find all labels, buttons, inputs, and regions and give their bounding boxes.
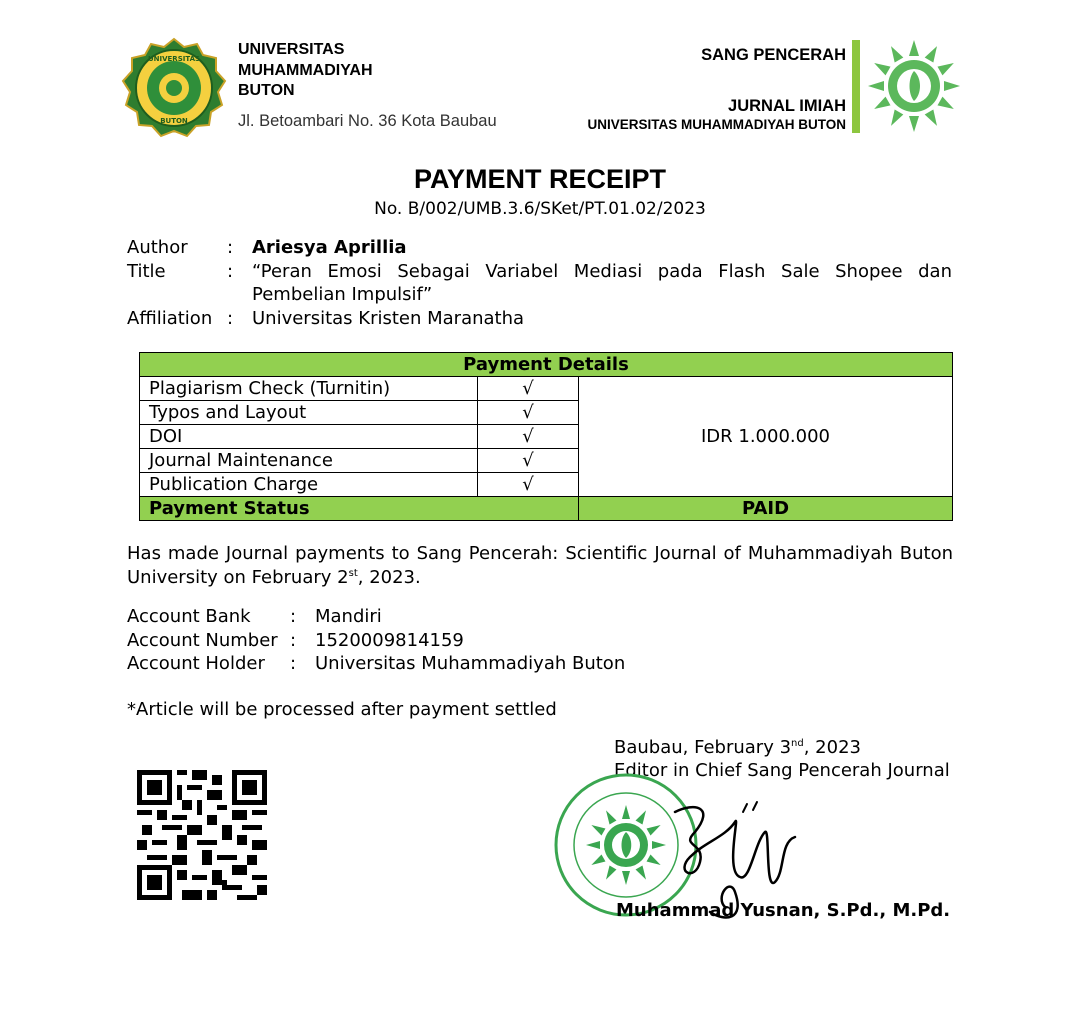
svg-text:BUTON: BUTON <box>160 117 188 125</box>
account-bank-row: Account Bank : Mandiri <box>127 606 382 627</box>
journal-institution: UNIVERSITAS MUHAMMADIYAH BUTON <box>587 117 846 132</box>
account-holder-row: Account Holder : Universitas Muhammadiyah Buton <box>127 653 626 674</box>
signatory-name: Muhammad Yusnan, S.Pd., M.Pd. <box>616 900 951 921</box>
title-row <box>127 260 953 306</box>
journal-logo <box>864 38 964 134</box>
signature-role: Editor in Chief Sang Pencerah Journal <box>614 760 950 781</box>
affiliation-label: Affiliation <box>127 308 213 329</box>
affiliation-row <box>127 307 953 330</box>
author-label: Author <box>127 237 188 258</box>
item-check: √ <box>478 377 579 401</box>
author-value: Ariesya Aprillia <box>252 237 407 258</box>
item-name: Plagiarism Check (Turnitin) <box>140 377 478 401</box>
item-name: Journal Maintenance <box>140 449 478 473</box>
processing-note: *Article will be processed after payment settled <box>127 699 557 720</box>
payment-amount: IDR 1.000.000 <box>579 377 953 497</box>
university-address: Jl. Betoambari No. 36 Kota Baubau <box>238 112 497 130</box>
journal-type: JURNAL IMIAH <box>728 97 846 115</box>
author-row <box>127 236 953 259</box>
item-check: √ <box>478 401 579 425</box>
payment-status-value: PAID <box>579 497 953 521</box>
item-name: Publication Charge <box>140 473 478 497</box>
signature-date: Baubau, February 3nd, 2023 <box>614 737 861 758</box>
item-name: Typos and Layout <box>140 401 478 425</box>
journal-name: SANG PENCERAH <box>701 46 846 64</box>
item-check: √ <box>478 449 579 473</box>
payment-details-table <box>139 352 953 521</box>
title-value: “Peran Emosi Sebagai Variabel Mediasi pada Flash Sale Shopee dan Pembelian Impulsif” <box>252 261 952 305</box>
payment-status-label: Payment Status <box>140 497 579 521</box>
title-label: Title <box>127 261 166 282</box>
item-check: √ <box>478 425 579 449</box>
receipt-title: PAYMENT RECEIPT <box>413 164 667 194</box>
title-colon: : <box>227 261 234 282</box>
university-name: UNIVERSITAS MUHAMMADIYAH BUTON <box>238 41 373 99</box>
account-number-row: Account Number : 1520009814159 <box>127 630 464 651</box>
affiliation-colon: : <box>227 308 234 329</box>
author-colon: : <box>227 237 234 258</box>
qr-code <box>137 770 267 900</box>
affiliation-value: Universitas Kristen Maranatha <box>252 308 525 329</box>
item-check: √ <box>478 473 579 497</box>
payment-statement: Has made Journal payments to Sang Pencerah: Scientific Journal of Muhammadiyah Buton University on February 2st, 2023. <box>127 543 953 588</box>
svg-text:UNIVERSITAS: UNIVERSITAS <box>147 55 201 63</box>
payment-details-header: Payment Details <box>140 353 953 377</box>
item-name: DOI <box>140 425 478 449</box>
university-logo <box>121 37 227 139</box>
header-divider <box>852 40 860 133</box>
receipt-number: No. B/002/UMB.3.6/SKet/PT.01.02/2023 <box>374 199 706 219</box>
table-row <box>140 377 953 401</box>
